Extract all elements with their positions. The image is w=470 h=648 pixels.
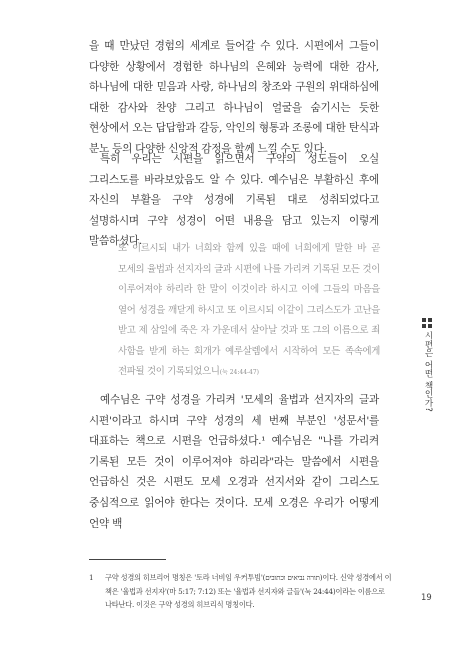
scripture-quote-text: 또 이르시되 내가 너희와 함께 있을 때에 너희에게 말한 바 곧 모세의 율법과 선지자의 글과 시편에 나를 가리켜 기록된 모든 것이 이루어져야 하리라 한 말이 이것이라 하시고 이에 그들의 마음을 열어 성경을 깨닫게 하시고 또 이르시되 이같이 그리스도가 고난을 받고 제 삼일에 죽은 자 가운데서 살아날 것과 또 그의 이름으로 죄 사함을 받게 하는 회개가 예루살렘에서 시작하여 모든 족속에게 전파될 것이 기록되었으니 [118,243,380,377]
page-number: 19 [421,592,432,602]
footnote-number: 1 [89,573,94,582]
footnote [89,571,393,612]
footnote-text: 구약 성경의 히브리어 명칭은 '토라 너비임 우커투빔'(תורה נביאים וכתובים)이다. 신약 성경에서 이 책은 '율법과 선지자'(마 5:17; 7:12) 또는 '율법과 선지자와 글들'(눅 24:44)이라는 이름으로 나타난다. 이것은 구약 성경의 히브리식 명칭이다. [105,573,392,610]
scripture-citation: (눅 24:44-47) [219,369,260,376]
scripture-quote [118,239,380,384]
chapter-marker-icon [422,318,432,328]
body-paragraph-1: 을 때 만났던 경험의 세계로 들어갈 수 있다. 시편에서 그들이 다양한 상황에서 경험한 하나님의 은혜와 능력에 대한 감사, 하나님에 대한 믿음과 사랑, 하나님의 창조와 구원의 위대하심에 대한 감사와 찬양 그리고 하나님이 얼굴을 숨기시는 듯한 현상에서 오는 답답함과 갈등, 악인의 형통과 조롱에 대한 탄식과 분노 등의 다양한 신앙적 감정을 함께 느낄 수도 있다. [89,40,379,155]
running-chapter-title: 시편은 어떤 책인가? [423,331,433,413]
body-paragraph-3: 예수님은 구약 성경을 가리켜 '모세의 율법과 선지자의 글과 시편'이라고 하시며 구약 성경의 세 번째 부분인 '성문서'를 대표하는 책으로 시편을 언급하셨다.¹ 예수님은 "나를 가리켜 기록된 모든 것이 이루어져야 하리라"라는 말씀에서 시편을 언급하신 것은 시편도 모세 오경과 선지서와 같이 그리스도 중심적으로 읽어야 한다는 것이다. 모세 오경은 우리가 어떻게 언약 백 [89,394,379,530]
body-paragraph-2: 특히 우리는 시편을 읽으면서 구약의 성도들이 오실 그리스도를 바라보았음도 알 수 있다. 예수님은 부활하신 후에 자신의 부활을 구약 성경에 기록된 대로 성취되었다고 설명하시며 구약 성경이 어떤 내용을 담고 있는지 이렇게 말씀하셨다. [89,153,379,248]
footnote-divider [89,559,166,560]
